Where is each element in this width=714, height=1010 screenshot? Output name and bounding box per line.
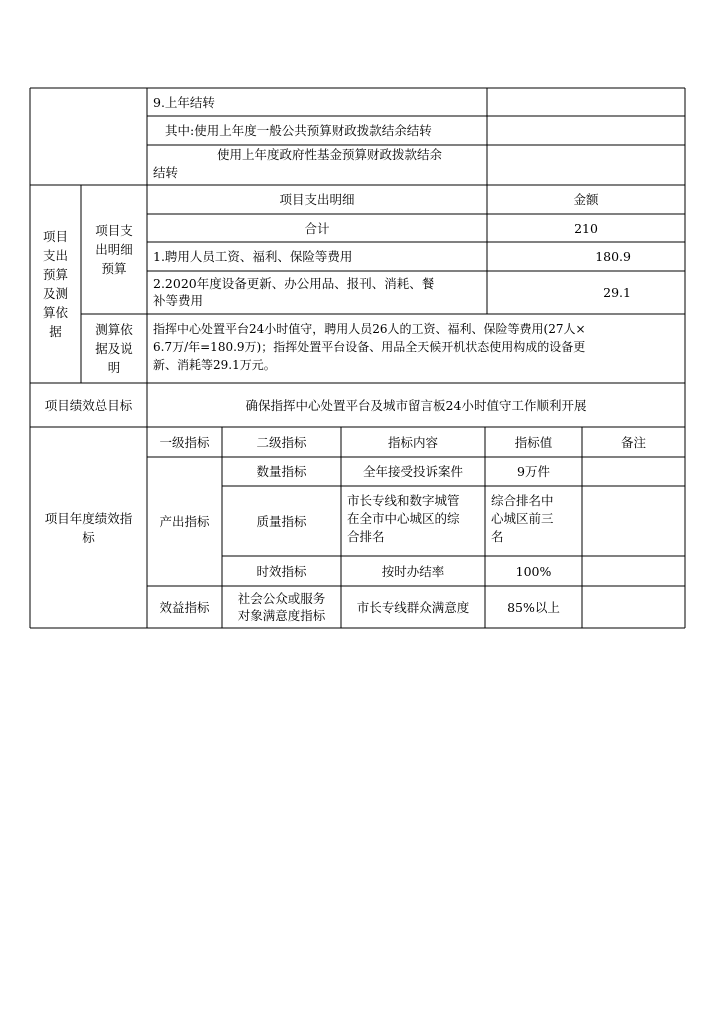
calc-label-line: 据及说 [95,341,133,356]
amount-header: 金额 [573,192,599,207]
quality-content-line: 合排名 [347,529,385,544]
annual-indicators-label [30,427,147,628]
annual-label-line: 项目年度绩效指 [44,510,133,526]
calc-text-line2: 6.7万/年=180.9万)；指挥处置平台设备、用品全天候开机状态使用构成的设备更 [153,340,586,354]
section-label-line: 据 [49,324,62,339]
quality-value-line: 名 [491,529,504,544]
benefit-level2-line: 社会公众或服务 [237,591,326,606]
quality-content-line: 市长专线和数字城管 [347,493,460,508]
carryover-item9: 9.上年结转 [153,94,215,110]
quantity-level2: 数量指标 [256,464,307,479]
header-value: 指标值 [514,434,553,450]
calc-label-line: 明 [107,360,121,375]
calc-text-line1: 指挥中心处置平台24小时值守，聘用人员26人的工资、福利、保险等费用(27人× [153,322,586,336]
quality-content-line: 在全市中心城区的综 [347,511,460,526]
detail-label-line: 预算 [101,261,127,276]
quality-value-line: 综合排名中 [491,493,554,508]
detail-header: 项目支出明细 [279,192,355,207]
detail-label-line: 出明细 [95,242,133,257]
total-value: 210 [574,220,598,236]
header-level2: 二级指标 [256,434,307,450]
calc-label-line: 测算依 [95,322,133,337]
header-level1: 一级指标 [159,434,210,450]
carryover-fund-line1: 使用上年度政府性基金预算财政拨款结余 [217,147,443,162]
calc-basis-text [147,314,685,383]
header-content: 指标内容 [387,434,438,450]
calc-basis-label [81,314,147,383]
expense-item-2-name [147,271,487,314]
detail-label-line: 项目支 [95,223,133,238]
section-label-line: 支出 [42,248,68,263]
calc-text-line3: 新、消耗等29.1万元。 [153,358,276,372]
carryover-fund-line2: 结转 [153,165,179,180]
quantity-value: 9万件 [517,464,550,479]
expense-basis-section-label [30,185,81,383]
expense-item-2-amount: 29.1 [603,285,631,300]
quality-value [485,486,582,556]
expense-item-1-name: 1.聘用人员工资、福利、保险等费用 [153,249,353,264]
benefit-indicator-label: 效益指标 [159,599,210,615]
carryover-general-budget: 其中:使用上年度一般公共预算财政拨款结余结转 [165,123,432,138]
quality-value-line: 心城区前三 [491,511,554,526]
overall-goal-text: 确保指挥中心处置平台及城市留言板24小时值守工作顺利开展 [245,397,587,413]
timeliness-content: 按时办结率 [381,563,445,579]
benefit-level2 [222,586,341,628]
quality-level2: 质量指标 [256,513,307,529]
section-label-line: 项目 [42,229,68,244]
benefit-level2-line: 对象满意度指标 [237,608,326,623]
section-label-line: 及测 [42,286,68,301]
timeliness-value: 100% [515,563,552,579]
benefit-value: 85%以上 [507,599,560,615]
expense-item-2-line1: 2.2020年度设备更新、办公用品、报刊、消耗、餐 [153,276,435,291]
expense-item-1-amount: 180.9 [595,249,631,264]
overall-goal-label: 项目绩效总目标 [44,397,133,413]
carryover-fund-budget [147,146,487,185]
annual-label-line: 标 [82,529,95,545]
detail-budget-label [81,185,147,314]
header-remark: 备注 [620,434,646,450]
section-label-line: 算依 [42,305,68,320]
quantity-content: 全年接受投诉案件 [362,464,463,479]
section-label-line: 预算 [42,267,68,282]
output-indicator-label: 产出指标 [159,514,210,529]
expense-item-2-line2: 补等费用 [153,293,204,308]
benefit-content: 市长专线群众满意度 [356,599,470,615]
quality-content [341,486,485,556]
total-label: 合计 [304,220,330,236]
timeliness-level2: 时效指标 [256,563,307,579]
